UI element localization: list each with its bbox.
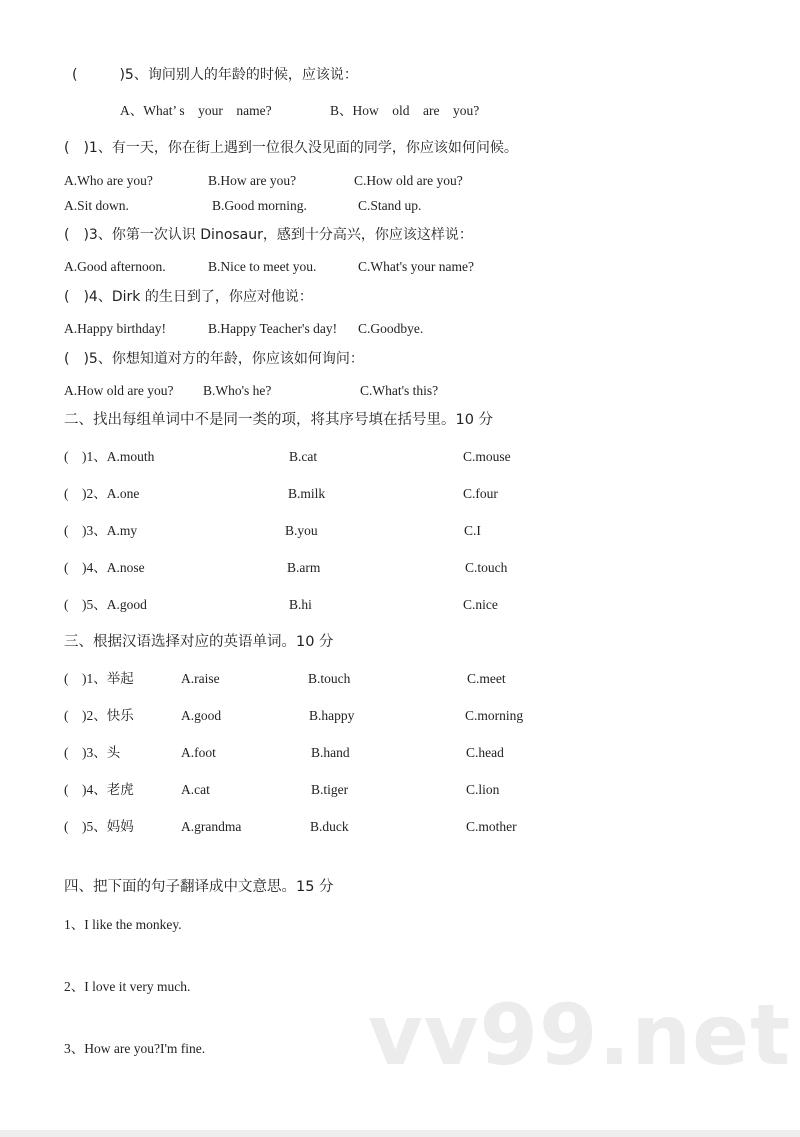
s3-item-3-b: B.hand [311,745,350,760]
s1-q3-prompt: ( )3、你第一次认识 Dinosaur，感到十分高兴，你应该这样说： [64,227,473,243]
s1-q1-option-b: B.How are you? [208,173,297,188]
s4-sentence-3: 3、How are you?I'm fine. [64,1041,206,1056]
section-3-heading: 三、根据汉语选择对应的英语单词。10 分 [64,634,334,650]
question-5-prompt: ( )5、询问别人的年龄的时候，应该说： [72,67,358,83]
s2-item-3-num: ( )3、A.my [64,523,138,538]
s3-item-3-num: ( )3、头 [64,745,121,760]
s3-item-1-b: B.touch [308,671,351,686]
s3-item-5-a: A.grandma [181,819,242,834]
s3-item-4-num: ( )4、老虎 [64,782,134,797]
s1-q1-option-a: A.Who are you? [64,173,153,188]
s2-item-4-c: C.touch [465,560,508,575]
s2-item-5-b: B.hi [289,597,312,612]
page-bottom-edge [0,1130,800,1137]
s1-q3-option-c: C.What's your name? [358,259,475,274]
s1-q5-option-a: A.How old are you? [64,383,174,398]
s1-q4-prompt: ( )4、Dirk 的生日到了，你应对他说： [64,289,313,305]
s2-item-4-b: B.arm [287,560,321,575]
s3-item-5-b: B.duck [310,819,349,834]
s3-item-4-c: C.lion [466,782,500,797]
s4-sentence-2: 2、I love it very much. [64,979,191,994]
s3-item-4-a: A.cat [181,782,210,797]
s1-q1-option2-a: A.Sit down. [64,198,129,213]
s2-item-3-c: C.I [464,523,481,538]
s2-item-3-b: B.you [285,523,318,538]
s2-item-1-num: ( )1、A.mouth [64,449,155,464]
s1-q5-prompt: ( )5、你想知道对方的年龄，你应该如何询问： [64,351,364,367]
s1-q4-option-a: A.Happy birthday! [64,321,166,336]
s3-item-5-c: C.mother [466,819,517,834]
question-5-option-a: A、What’ s your name? [120,103,272,118]
section-4-heading: 四、把下面的句子翻译成中文意思。15 分 [64,879,334,895]
s3-item-4-b: B.tiger [311,782,349,797]
s4-sentence-1: 1、I like the monkey. [64,917,182,932]
s1-q4-option-b: B.Happy Teacher's day! [208,321,338,336]
s3-item-3-a: A.foot [181,745,216,760]
s2-item-2-num: ( )2、A.one [64,486,140,501]
s1-q5-option-b: B.Who's he? [203,383,272,398]
s3-item-2-b: B.happy [309,708,355,723]
watermark: vv99.net [368,986,792,1084]
s3-item-1-a: A.raise [181,671,220,686]
s2-item-5-num: ( )5、A.good [64,597,147,612]
s2-item-2-c: C.four [463,486,498,501]
s2-item-1-b: B.cat [289,449,318,464]
s3-item-3-c: C.head [466,745,504,760]
section-2-heading: 二、找出每组单词中不是同一类的项，将其序号填在括号里。10 分 [64,412,494,428]
s1-q1-option-c: C.How old are you? [354,173,463,188]
s2-item-4-num: ( )4、A.nose [64,560,145,575]
s3-item-1-c: C.meet [467,671,506,686]
s1-q3-option-b: B.Nice to meet you. [208,259,317,274]
s3-item-2-num: ( )2、快乐 [64,708,134,723]
question-5-option-b: B、How old are you? [330,103,480,118]
s1-q5-option-c: C.What's this? [360,383,439,398]
s1-q1-option2-c: C.Stand up. [358,198,422,213]
s1-q3-option-a: A.Good afternoon. [64,259,166,274]
s1-q4-option-c: C.Goodbye. [358,321,424,336]
s3-item-5-num: ( )5、妈妈 [64,819,134,834]
s2-item-1-c: C.mouse [463,449,511,464]
s3-item-1-num: ( )1、举起 [64,671,134,686]
s2-item-2-b: B.milk [288,486,326,501]
s1-q1-option2-b: B.Good morning. [212,198,307,213]
s2-item-5-c: C.nice [463,597,498,612]
s1-q1-prompt: ( )1、有一天，你在街上遇到一位很久没见面的同学，你应该如何问候。 [64,140,518,156]
s3-item-2-c: C.morning [465,708,524,723]
s3-item-2-a: A.good [181,708,222,723]
